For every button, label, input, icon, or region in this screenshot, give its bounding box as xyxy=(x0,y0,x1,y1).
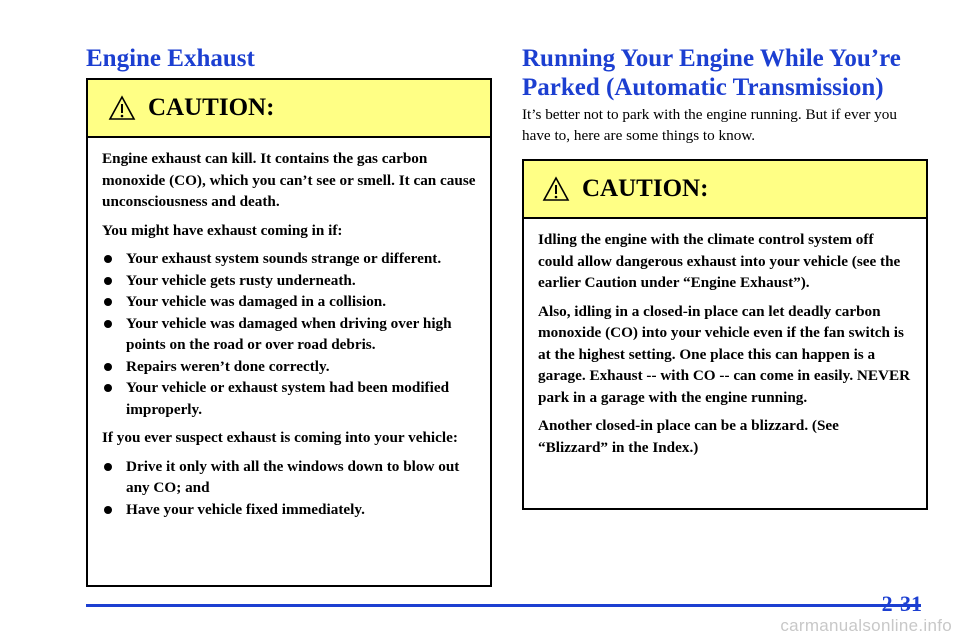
exhaust-signs-list xyxy=(102,248,476,420)
list-item: Your vehicle or exhaust system had been modified improperly. xyxy=(102,377,476,420)
footer-rule xyxy=(86,604,921,607)
list-item: Repairs weren’t done correctly. xyxy=(102,356,476,378)
caution-lead2-text: If you ever suspect exhaust is coming into your vehicle: xyxy=(102,429,458,446)
list-item: Your vehicle was damaged when driving over high points on the road or over road debris. xyxy=(102,313,476,356)
caution-box-engine-exhaust xyxy=(86,78,492,587)
warning-triangle-icon xyxy=(108,95,136,121)
list-item: Your vehicle gets rusty underneath. xyxy=(102,270,476,292)
list-item: Your exhaust system sounds strange or different. xyxy=(102,248,476,270)
watermark-text: carmanualsonline.info xyxy=(780,616,952,635)
caution-label: CAUTION: xyxy=(148,94,275,121)
caution-para-1: Idling the engine with the climate control system off could allow dangerous exhaust into your vehicle (see the earlier Caution under “Engine Exhaust”). xyxy=(538,231,901,291)
exhaust-actions-list xyxy=(102,456,476,521)
warning-triangle-icon xyxy=(542,176,570,202)
section-title-running-engine-parked: Running Your Engine While You’re Parked (Automatic Transmission) xyxy=(522,45,901,101)
caution-header xyxy=(88,80,490,138)
caution-body xyxy=(524,219,926,458)
section-intro-text: It’s better not to park with the engine running. But if ever you have to, here are some things to know. xyxy=(522,106,897,144)
caution-box-running-engine xyxy=(522,159,928,510)
list-item: Drive it only with all the windows down to blow out any CO; and xyxy=(102,456,476,499)
page-number: 2-31 xyxy=(881,591,922,616)
caution-label: CAUTION: xyxy=(582,175,709,202)
caution-body xyxy=(88,138,490,520)
section-title-engine-exhaust: Engine Exhaust xyxy=(86,45,255,72)
list-item: Your vehicle was damaged in a collision. xyxy=(102,291,476,313)
caution-para-2: Also, idling in a closed-in place can let deadly carbon monoxide (CO) into your vehicle even if the fan switch is at the highest setting. One place this can happen is a garage. Exhaust -- with CO -- can come in easily. NEVER park in a garage with the engine running. xyxy=(538,302,911,406)
caution-header xyxy=(524,161,926,219)
caution-intro-text: Engine exhaust can kill. It contains the gas carbon monoxide (CO), which you can’t see or smell. It can cause unconsciousness and death. xyxy=(102,150,476,210)
caution-para-3: Another closed-in place can be a blizzard. (See “Blizzard” in the Index.) xyxy=(538,417,839,456)
list-item: Have your vehicle fixed immediately. xyxy=(102,499,476,521)
caution-lead-text: You might have exhaust coming in if: xyxy=(102,221,343,239)
